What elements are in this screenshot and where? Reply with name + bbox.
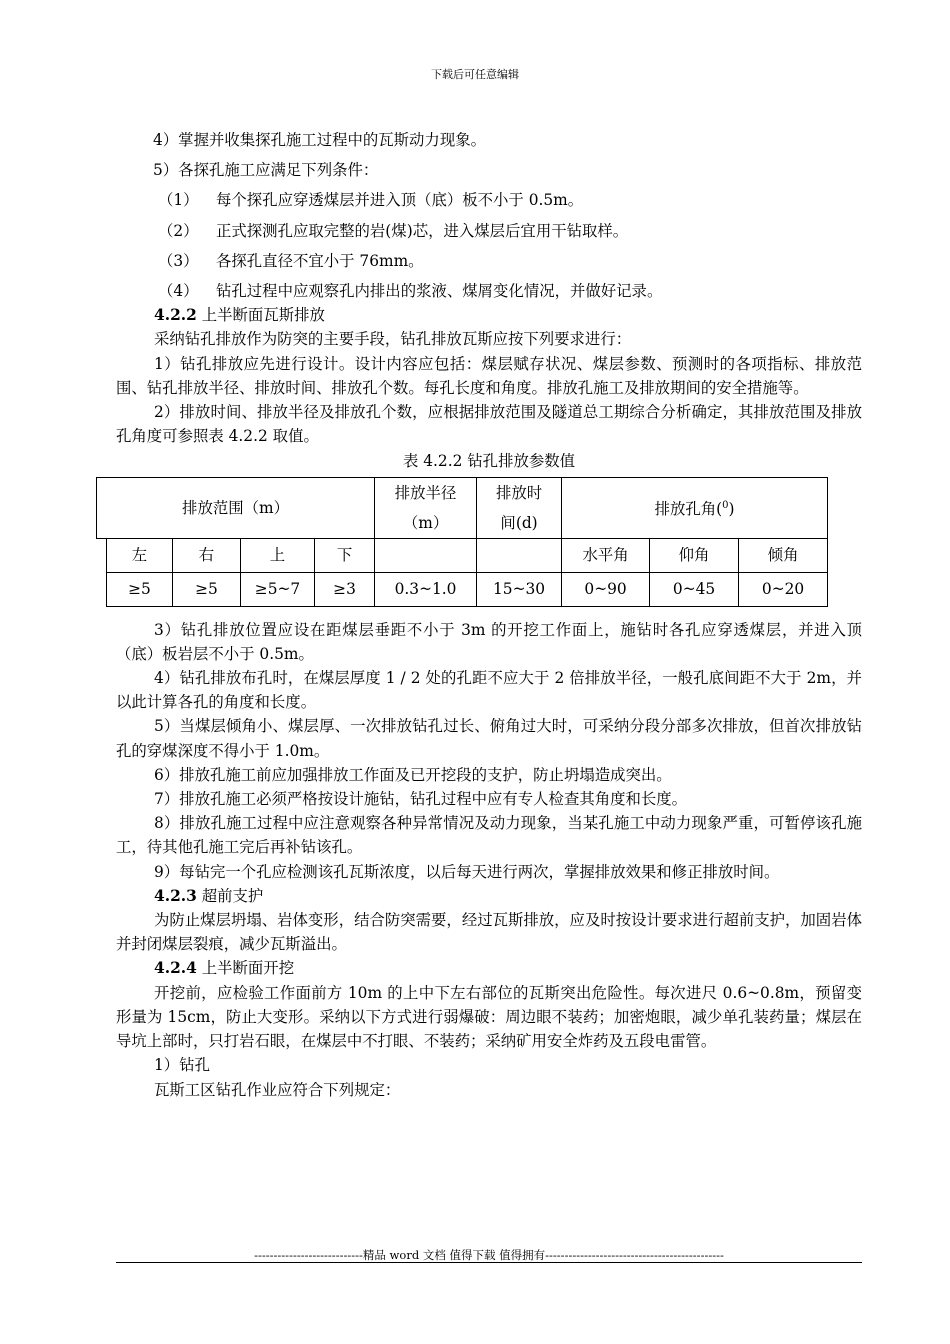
paragraph: 2）排放时间、排放半径及排放孔个数，应根据排放范围及隧道总工期综合分析确定，其排放范围及排放孔角度可参照表 4.2.2 取值。 (116, 403, 862, 446)
paragraph: 9）每钻完一个孔应检测该孔瓦斯浓度，以后每天进行两次，掌握排放效果和修正排放时间。 (154, 862, 780, 881)
condition-text: 正式探测孔应取完整的岩(煤)芯，进入煤层后宜用干钻取样。 (216, 221, 629, 240)
section-title: 上半断面开挖 (196, 959, 295, 978)
condition-item (116, 219, 862, 243)
paragraph: 6）排放孔施工前应加强排放工作面及已开挖段的支护，防止坍塌造成突出。 (154, 765, 672, 784)
condition-text: 每个探孔应穿透煤层并进入顶（底）板不小于 0.5m。 (216, 191, 584, 210)
paragraph: 4）掌握并收集探孔施工过程中的瓦斯动力现象。 (153, 131, 486, 149)
footer-rule (116, 1262, 862, 1263)
page-header: 下载后可任意编辑 (431, 68, 519, 81)
sub-header-right: 右 (173, 538, 241, 572)
sub-header-empty (477, 538, 562, 572)
paragraph: 7）排放孔施工必须严格按设计施钻，钻孔过程中应有专人检查其角度和长度。 (154, 790, 688, 809)
sub-header-left: 左 (107, 538, 173, 572)
section-heading (116, 956, 862, 980)
paragraph: 为防止煤层坍塌、岩体变形，结合防突需要，经过瓦斯排放，应及时按设计要求进行超前支护，加固岩体并封闭煤层裂痕，减少瓦斯溢出。 (116, 911, 862, 954)
table-indent (97, 538, 107, 572)
condition-number: （3） (158, 251, 199, 270)
sub-header-dip: 倾角 (739, 538, 828, 572)
sub-header-empty (375, 538, 477, 572)
sub-header-up: 上 (241, 538, 315, 572)
table-cell: 0~45 (650, 572, 739, 606)
table-cell: ≥5~7 (241, 572, 315, 606)
condition-item (116, 249, 862, 273)
condition-number: （4） (158, 282, 199, 301)
parameter-table (96, 477, 828, 607)
sub-header-horizontal: 水平角 (562, 538, 650, 572)
condition-text: 各探孔直径不宜小于 76mm。 (216, 251, 424, 270)
table-cell: 15~30 (477, 572, 562, 606)
table-cell: 0.3~1.0 (375, 572, 477, 606)
table-cell: 0~20 (739, 572, 828, 606)
section-number: 4.2.3 (154, 886, 197, 905)
condition-number: （2） (158, 221, 199, 240)
section-heading (116, 303, 862, 327)
table-cell: ≥3 (315, 572, 375, 606)
condition-text: 钻孔过程中应观察孔内排出的浆液、煤屑变化情况，并做好记录。 (216, 282, 663, 301)
condition-number: （1） (158, 191, 199, 210)
table-cell: ≥5 (107, 572, 173, 606)
paragraph: 5）当煤层倾角小、煤层厚、一次排放钻孔过长、俯角过大时，可采纳分段分部多次排放，但首次排放钻孔的穿煤深度不得小于 1.0m。 (116, 717, 862, 760)
paragraph: 5）各探孔施工应满足下列条件： (153, 161, 379, 180)
condition-item (116, 188, 862, 212)
table-cell: 0~90 (562, 572, 650, 606)
paragraph: 采纳钻孔排放作为防突的主要手段，钻孔排放瓦斯应按下列要求进行： (154, 330, 632, 349)
section-heading (116, 884, 862, 908)
paragraph: 3）钻孔排放位置应设在距煤层垂距不小于 3m 的开挖工作面上，施钻时各孔应穿透煤层，并进入顶（底）板岩层不小于 0.5m。 (116, 620, 862, 663)
paragraph: 1）钻孔 (154, 1056, 210, 1075)
sub-header-elevation: 仰角 (650, 538, 739, 572)
header-range: 排放范围（m） (97, 477, 375, 538)
table-caption: 表 4.2.2 钻孔排放参数值 (402, 452, 576, 471)
post-table-text (116, 618, 862, 1102)
paragraph: 开挖前，应检验工作面前方 10m 的上中下左右部位的瓦斯突出危险性。每次进尺 0.6~0.8m，预留变形量为 15cm，防止大变形。采纳以下方式进行弱爆破：周边眼不装药；加密炮眼，减少单孔装药量；煤层在导坑上部时，只打岩石眼，在煤层中不打眼、不装药；采纳矿用安全炸药及五段电雷管。 (116, 983, 862, 1051)
paragraph: 4）钻孔排放布孔时，在煤层厚度 1 / 2 处的孔距不应大于 2 倍排放半径，一般孔底间距不大于 2m，并以此计算各孔的角度和长度。 (116, 669, 862, 712)
section-title: 超前支护 (196, 886, 264, 905)
header-radius: 排放半径 （m） (375, 477, 477, 538)
document-body (116, 128, 862, 1102)
header-angle: 排放孔角($^0$) (562, 477, 828, 538)
section-number: 4.2.2 (154, 306, 197, 325)
header-time: 排放时 间(d) (477, 477, 562, 538)
page-footer: ----------------------------精品 word 文档 值得下载 值得拥有---------------------------------------------- (254, 1248, 724, 1262)
section-title: 上半断面瓦斯排放 (196, 306, 325, 325)
table-cell: ≥5 (173, 572, 241, 606)
condition-list (116, 188, 862, 303)
paragraph: 8）排放孔施工过程中应注意观察各种异常情况及动力现象，当某孔施工中动力现象严重，可暂停该孔施工，待其他孔施工完后再补钻该孔。 (116, 814, 862, 857)
paragraph: 1）钻孔排放应先进行设计。设计内容应包括：煤层赋存状况、煤层参数、预测时的各项指标、排放范围、钻孔排放半径、排放时间、排放孔个数。每孔长度和角度。排放孔施工及排放期间的安全措施等。 (116, 354, 862, 397)
paragraph: 瓦斯工区钻孔作业应符合下列规定： (154, 1080, 401, 1099)
table-indent (97, 572, 107, 606)
sub-header-down: 下 (315, 538, 375, 572)
condition-item (116, 279, 862, 303)
section-number: 4.2.4 (154, 959, 197, 978)
